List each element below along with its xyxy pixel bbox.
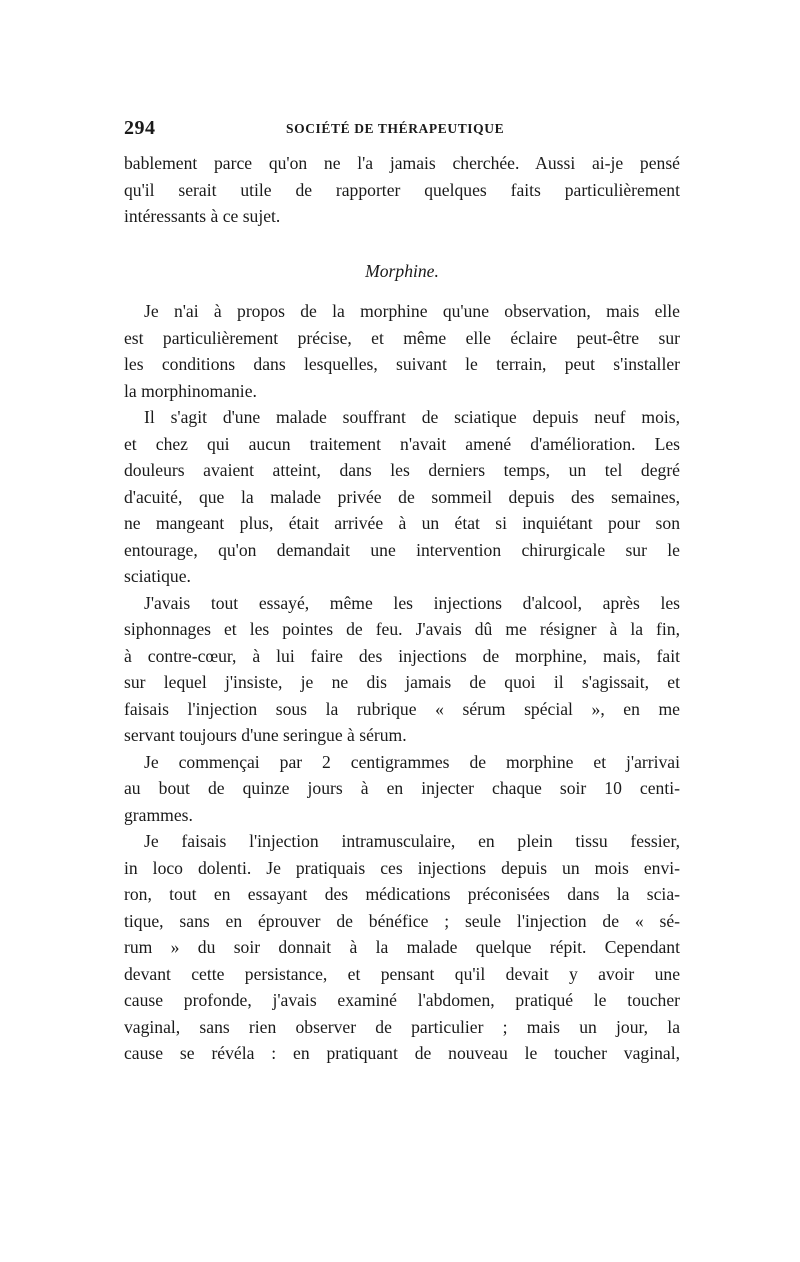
text-line: douleurs avaient atteint, dans les derniers temps, un tel degré — [124, 460, 680, 480]
paragraph — [124, 298, 680, 404]
text-line: sciatique. — [124, 566, 191, 586]
text-line: les conditions dans lesquelles, suivant le terrain, peut s'installer — [124, 354, 680, 374]
text-line: à contre-cœur, à lui faire des injections de morphine, mais, fait — [124, 645, 680, 666]
text-line: ron, tout en essayant des médications préconisées dans la scia- — [124, 884, 680, 904]
text-line: d'acuité, que la malade privée de sommeil depuis des semaines, — [124, 486, 680, 507]
text-line: vaginal, sans rien observer de particulier ; mais un jour, la — [124, 1016, 680, 1037]
text-line: est particulièrement précise, et même elle éclaire peut-être sur — [124, 327, 680, 348]
text-line: intéressants à ce sujet. — [124, 206, 281, 226]
text-line: devant cette persistance, et pensant qu'il devait y avoir une — [124, 963, 680, 984]
text-line: faisais l'injection sous la rubrique « sérum spécial », en me — [124, 698, 680, 719]
text-line: cause se révéla : en pratiquant de nouveau le toucher vaginal, — [124, 1043, 680, 1063]
text-line: servant toujours d'une seringue à sérum. — [124, 725, 407, 745]
paragraph — [124, 404, 680, 590]
section-heading: Morphine. — [365, 260, 439, 281]
body-text — [124, 150, 680, 1067]
text-line: sur lequel j'insiste, je ne dis jamais de quoi il s'agissait, et — [124, 672, 680, 692]
text-line: cause profonde, j'avais examiné l'abdomen, pratiqué le toucher — [124, 990, 680, 1010]
running-head — [124, 117, 680, 139]
text-line: la morphinomanie. — [124, 380, 257, 401]
text-line: Je n'ai à propos de la morphine qu'une observation, mais elle — [144, 301, 680, 321]
text-line: qu'il serait utile de rapporter quelques faits particulièrement — [124, 179, 680, 200]
text-line: J'avais tout essayé, même les injections d'alcool, après les — [144, 592, 680, 613]
text-line: in loco dolenti. Je pratiquais ces injections depuis un mois envi- — [124, 857, 680, 878]
page-number: 294 — [124, 117, 156, 139]
paragraph — [124, 150, 680, 230]
text-line: entourage, qu'on demandait une intervention chirurgicale sur le — [124, 539, 680, 560]
paragraph — [124, 749, 680, 829]
text-line: grammes. — [124, 804, 193, 825]
text-line: Je commençai par 2 centigrammes de morphine et j'arrivai — [144, 751, 680, 772]
text-line: siphonnages et les pointes de feu. J'avais dû me résigner à la fin, — [124, 619, 680, 639]
text-line: tique, sans en éprouver de bénéfice ; seule l'injection de « sé- — [124, 910, 680, 931]
text-line: au bout de quinze jours à en injecter chaque soir 10 centi- — [124, 778, 680, 798]
paragraph — [124, 828, 680, 1067]
journal-title: SOCIÉTÉ DE THÉRAPEUTIQUE — [286, 121, 505, 136]
text-line: ne mangeant plus, était arrivée à un état si inquiétant pour son — [124, 513, 680, 533]
paragraph — [124, 590, 680, 749]
text-line: Je faisais l'injection intramusculaire, en plein tissu fessier, — [144, 831, 680, 851]
text-line: et chez qui aucun traitement n'avait amené d'amélioration. Les — [124, 433, 680, 454]
text-line: bablement parce qu'on ne l'a jamais cherchée. Aussi ai-je pensé — [124, 153, 680, 173]
text-line: rum » du soir donnait à la malade quelque répit. Cependant — [124, 937, 680, 957]
text-line: Il s'agit d'une malade souffrant de sciatique depuis neuf mois, — [144, 407, 680, 427]
